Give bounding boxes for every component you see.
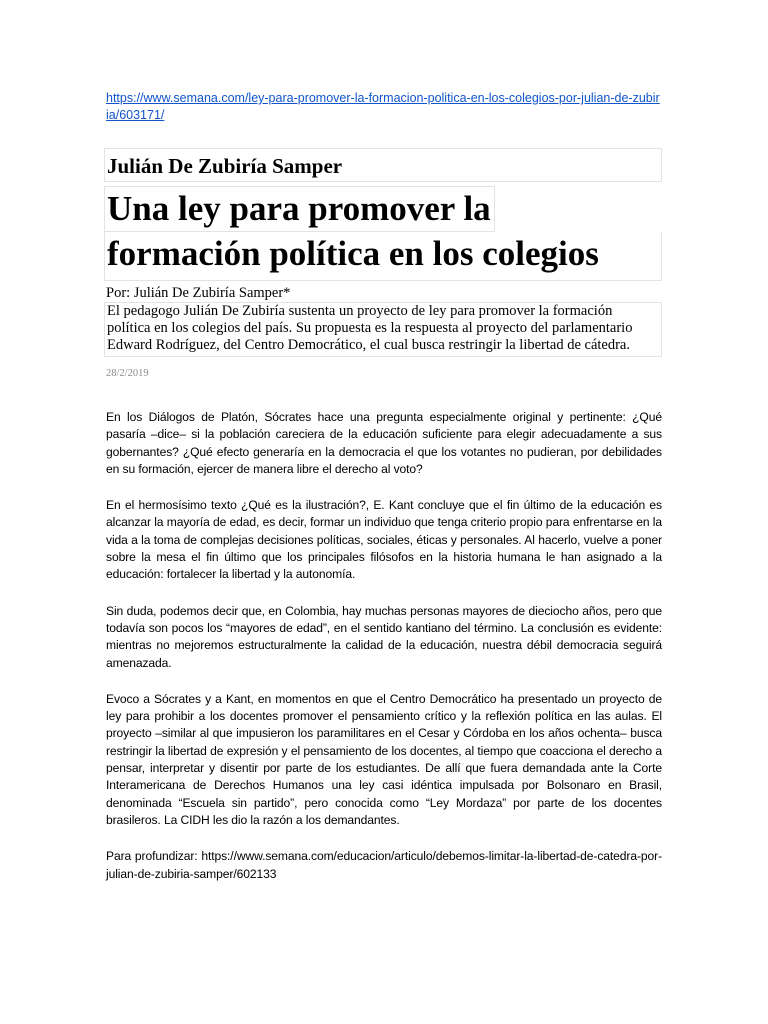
document-page [106, 90, 662, 883]
article-title-line-2: formación política en los colegios [107, 234, 599, 273]
article-title-line-1: Una ley para promover la [107, 189, 491, 228]
lead-box [104, 302, 662, 357]
lead-summary: El pedagogo Julián De Zubiría sustenta un proyecto de ley para promover la formación política en los colegios del país. Su propuesta es la respuesta al proyecto del parlamentario Edward Rodríguez, del Centro Democrático, el cual busca restringir la libertad de cátedra. [107, 303, 633, 353]
body-paragraph: Sin duda, podemos decir que, en Colombia, hay muchas personas mayores de dieciocho años, pero que todavía son pocos los “mayores de edad”, en el sentido kantiano del término. La conclusión es evidente: mientras no mejoremos estructuralmente la calidad de la educación, nuestra débil democracia seguirá amenazada. [106, 603, 662, 670]
body-paragraph: En los Diálogos de Platón, Sócrates hace una pregunta especialmente original y pertinente: ¿Qué pasaría –dice– si la población careciera de la educación suficiente para elegir adecuadamente a sus gobernantes? ¿Qué efecto generaría en la democracia el que los votantes no pudieran, por debilidades en su formación, ejercer de manera libre el derecho al voto? [106, 410, 662, 476]
title-box [104, 186, 495, 232]
author-name: Julián De Zubiría Samper [107, 154, 343, 178]
body-paragraph: Evoco a Sócrates y a Kant, en momentos en que el Centro Democrático ha presentado un proyecto de ley para prohibir a los docentes promover el pensamiento crítico y la reflexión política en las aulas. El proyecto –similar al que impusieron los paramilitares en el Cesar y Córdoba en los años ochenta– busca restringir la libertad de expresión y el pensamiento de los docentes, al tiempo que coacciona el derecho a pensar, interpretar y disentir por parte de los estudiantes. De allí que fuera demandada ante la Corte Interamericana de Derechos Humanos una ley casi idéntica impulsada por Bolsonaro en Brasil, denominada “Escuela sin partido”, pero conocida como “Ley Mordaza” por parte de los docentes brasileros. La CIDH les dio la razón a los demandantes. [106, 691, 662, 827]
publication-date: 28/2/2019 [106, 368, 149, 379]
body-paragraph: En el hermosísimo texto ¿Qué es la ilustración?, E. Kant concluye que el fin último de la educación es alcanzar la mayoría de edad, es decir, formar un individuo que tenga criterio propio para enfrentarse en la vida a la toma de complejas decisiones políticas, sociales, éticas y personales. Al hacerlo, vuelve a poner sobre la mesa el fin último que los principales filósofos en la historia humana le han asignado a la educación: fortalecer la libertad y la autonomía. [106, 498, 662, 582]
title-box-2 [104, 232, 662, 281]
byline: Por: Julián De Zubiría Samper* [106, 285, 291, 301]
source-link[interactable]: https://www.semana.com/ley-para-promover-la-formacion-politica-en-los-colegios-por-julian-de-zubiria/603171/ [106, 91, 660, 122]
further-reading-paragraph: Para profundizar: https://www.semana.com/educacion/articulo/debemos-limitar-la-libertad-de-catedra-por-julian-de-zubiria-samper/602133 [106, 849, 662, 881]
author-box [104, 148, 662, 182]
article-body [106, 409, 662, 883]
